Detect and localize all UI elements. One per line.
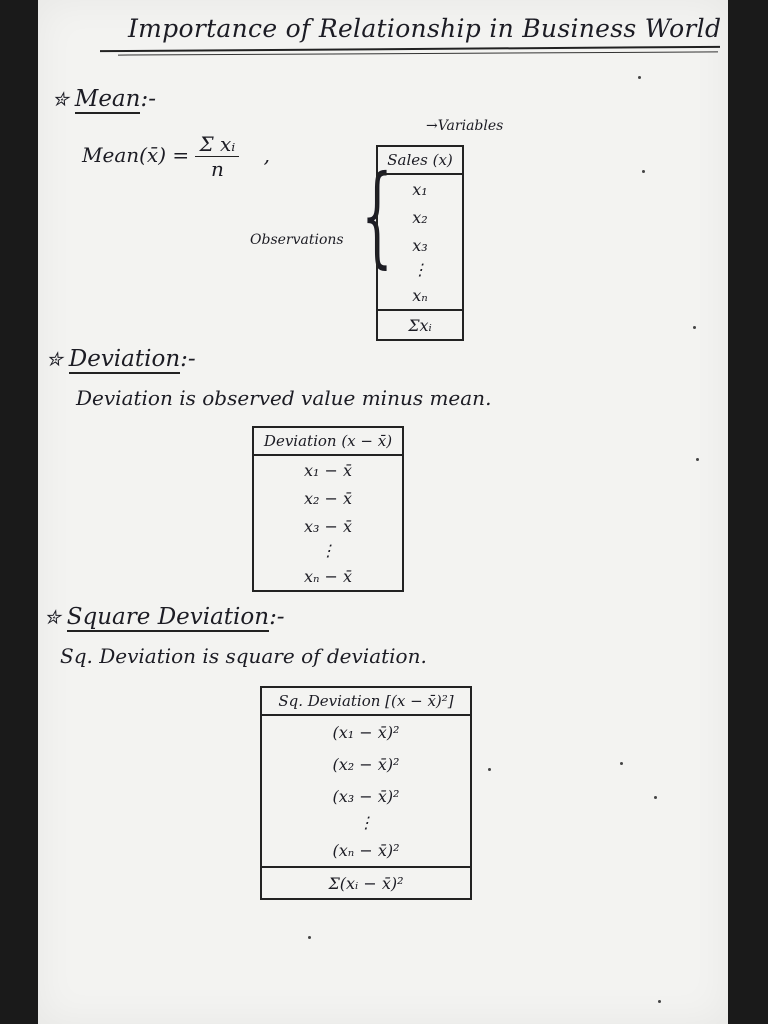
square-deviation-heading-text: Square Deviation [66,604,270,630]
paper-speck [693,326,696,329]
deviation-heading-text: Deviation [68,346,181,372]
deviation-heading-suffix: :- [180,346,196,372]
notebook-page [38,0,728,1024]
sales-table-cell: x₂ [377,203,463,231]
deviation-heading [46,346,196,372]
deviation-table-dots: ⋮ [253,540,403,562]
paper-speck [654,796,657,799]
square-deviation-table-header: Sq. Deviation [(x − x̄)²] [261,687,471,715]
paper-speck [696,458,699,461]
deviation-table-header: Deviation (x − x̄) [253,427,403,455]
star-icon: ✮ [52,87,69,111]
sales-table [376,145,464,341]
star-icon: ✮ [44,605,61,629]
mean-heading [52,86,156,112]
mean-formula-numerator: Σ xᵢ [195,132,239,157]
sales-table-cell: x₃ [377,231,463,259]
observations-brace-icon: { [361,151,393,279]
deviation-description: Deviation is observed value minus mean. [76,386,492,410]
mean-formula [82,132,270,181]
square-deviation-table-cell-last: (xₙ − x̄)² [261,834,471,867]
square-deviation-heading [44,604,285,630]
observations-label: Observations [250,232,344,248]
paper-speck [658,1000,661,1003]
sales-table-header: Sales (x) [377,146,463,174]
variables-label: →Variables [426,118,504,134]
paper-speck [642,170,645,173]
star-icon: ✮ [46,347,63,371]
sales-table-dots: ⋮ [377,259,463,281]
deviation-table-cell: x₁ − x̄ [253,455,403,484]
square-deviation-heading-suffix: :- [269,604,285,630]
mean-heading-suffix: :- [140,86,156,112]
mean-formula-fraction [195,132,239,181]
deviation-table-cell: x₃ − x̄ [253,512,403,540]
mean-formula-comma: , [263,143,271,167]
square-deviation-table-footer: Σ(xᵢ − x̄)² [261,867,471,899]
paper-speck [488,768,491,771]
mean-heading-text: Mean [74,86,141,112]
mean-formula-lhs: Mean(x̄) = [82,143,190,167]
sales-table-cell-last: xₙ [377,281,463,310]
square-deviation-table [260,686,472,900]
sales-table-cell: x₁ [377,174,463,203]
deviation-table [252,426,404,592]
paper-speck [620,762,623,765]
deviation-table-cell-last: xₙ − x̄ [253,562,403,591]
square-deviation-table-dots: ⋮ [261,812,471,834]
paper-speck [308,936,311,939]
sales-table-footer: Σxᵢ [377,310,463,340]
square-deviation-table-cell: (x₂ − x̄)² [261,748,471,780]
mean-formula-denominator: n [210,157,224,181]
title-underline-second [118,51,718,55]
paper-speck [638,76,641,79]
page-title: Importance of Relationship in Business World [128,14,722,43]
square-deviation-table-cell: (x₁ − x̄)² [261,715,471,748]
square-deviation-description: Sq. Deviation is square of deviation. [60,644,427,668]
square-deviation-table-cell: (x₃ − x̄)² [261,780,471,812]
deviation-table-cell: x₂ − x̄ [253,484,403,512]
